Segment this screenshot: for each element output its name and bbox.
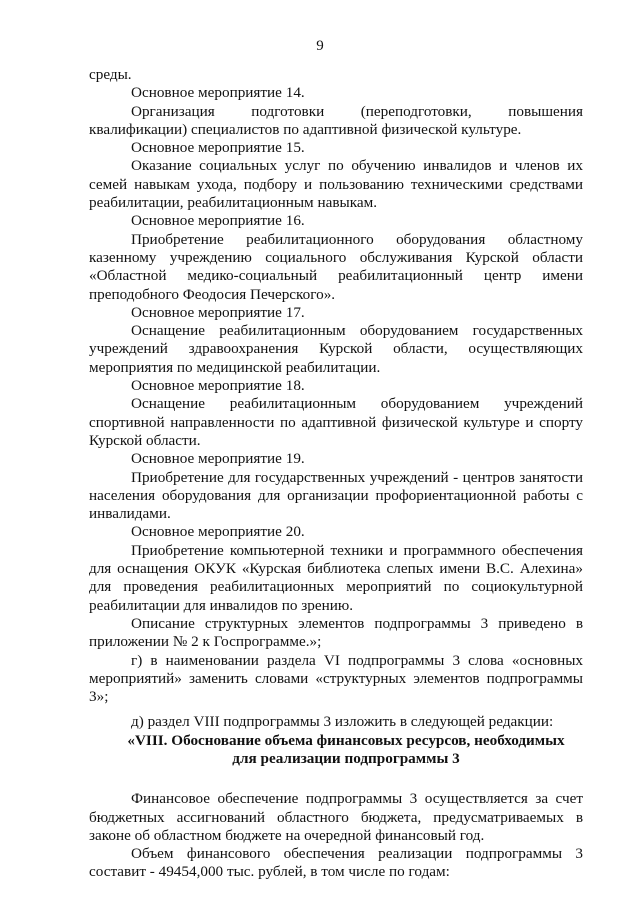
paragraph: Основное мероприятие 17. [131, 303, 305, 321]
paragraph: Финансовое обеспечение подпрограммы 3 осуществляется за счет бюджетных ассигнований областного бюджета, предусматриваемых в законе об областном бюджете на очередной финансовый год. [89, 790, 583, 844]
paragraph: г) в наименовании раздела VI подпрограммы 3 слова «основных мероприятий» заменить словами «структурных элементов подпрограммы 3»; [89, 651, 583, 706]
paragraph: среды. [89, 66, 132, 83]
paragraph: д) раздел VIII подпрограммы 3 изложить в следующей редакции: [131, 713, 554, 731]
paragraph: Основное мероприятие 15. [131, 139, 305, 157]
paragraph: Приобретение для государственных учреждений - центров занятости населения оборудования для организации профориентационной работы с инвалидами. [89, 468, 583, 523]
paragraph: Основное мероприятие 20. [131, 523, 305, 541]
page-number: 9 [316, 38, 324, 54]
spacer [89, 768, 583, 790]
paragraph: Оснащение реабилитационным оборудованием государственных учреждений здравоохранения Курской области, осуществляющих мероприятия по медицинской реабилитации. [89, 322, 583, 376]
paragraph: Основное мероприятие 19. [131, 450, 305, 468]
section-heading-line-1: «VIII. Обоснование объема финансовых ресурсов, необходимых [127, 731, 565, 749]
paragraph: Основное мероприятие 14. [131, 84, 305, 102]
section-heading-line-2: для реализации подпрограммы 3 [232, 749, 460, 767]
paragraph: Описание структурных элементов подпрограммы 3 приведено в приложении № 2 к Госпрограмме.»; [89, 614, 583, 651]
paragraph: Объем финансового обеспечения реализации подпрограммы 3 составит - 49454,000 тыс. рублей, в том числе по годам: [89, 845, 583, 881]
paragraph: Основное мероприятие 16. [131, 212, 305, 230]
paragraph: Организация подготовки (переподготовки, повышения квалификации) специалистов по адаптивной физической культуре. [89, 102, 583, 138]
paragraph: Оснащение реабилитационным оборудованием учреждений спортивной направленности по адаптивной физической культуре и спорту Курской области. [89, 395, 583, 449]
paragraph: Основное мероприятие 18. [131, 377, 305, 395]
document-body [89, 66, 583, 882]
paragraph: Оказание социальных услуг по обучению инвалидов и членов их семей навыкам ухода, подбору и пользованию техническими средствами реабилитации, реабилитационным навыкам. [89, 157, 583, 212]
paragraph: Приобретение компьютерной техники и программного обеспечения для оснащения ОКУК «Курская библиотека слепых имени В.С. Алехина» для проведения реабилитационных мероприятий по социокультурной реабилитации для инвалидов по зрению. [89, 541, 583, 614]
paragraph: Приобретение реабилитационного оборудования областному казенному учреждению социального обслуживания Курской области «Областной медико-социальный реабилитационный центр имени преподобного Феодосия Печерского». [89, 230, 583, 303]
